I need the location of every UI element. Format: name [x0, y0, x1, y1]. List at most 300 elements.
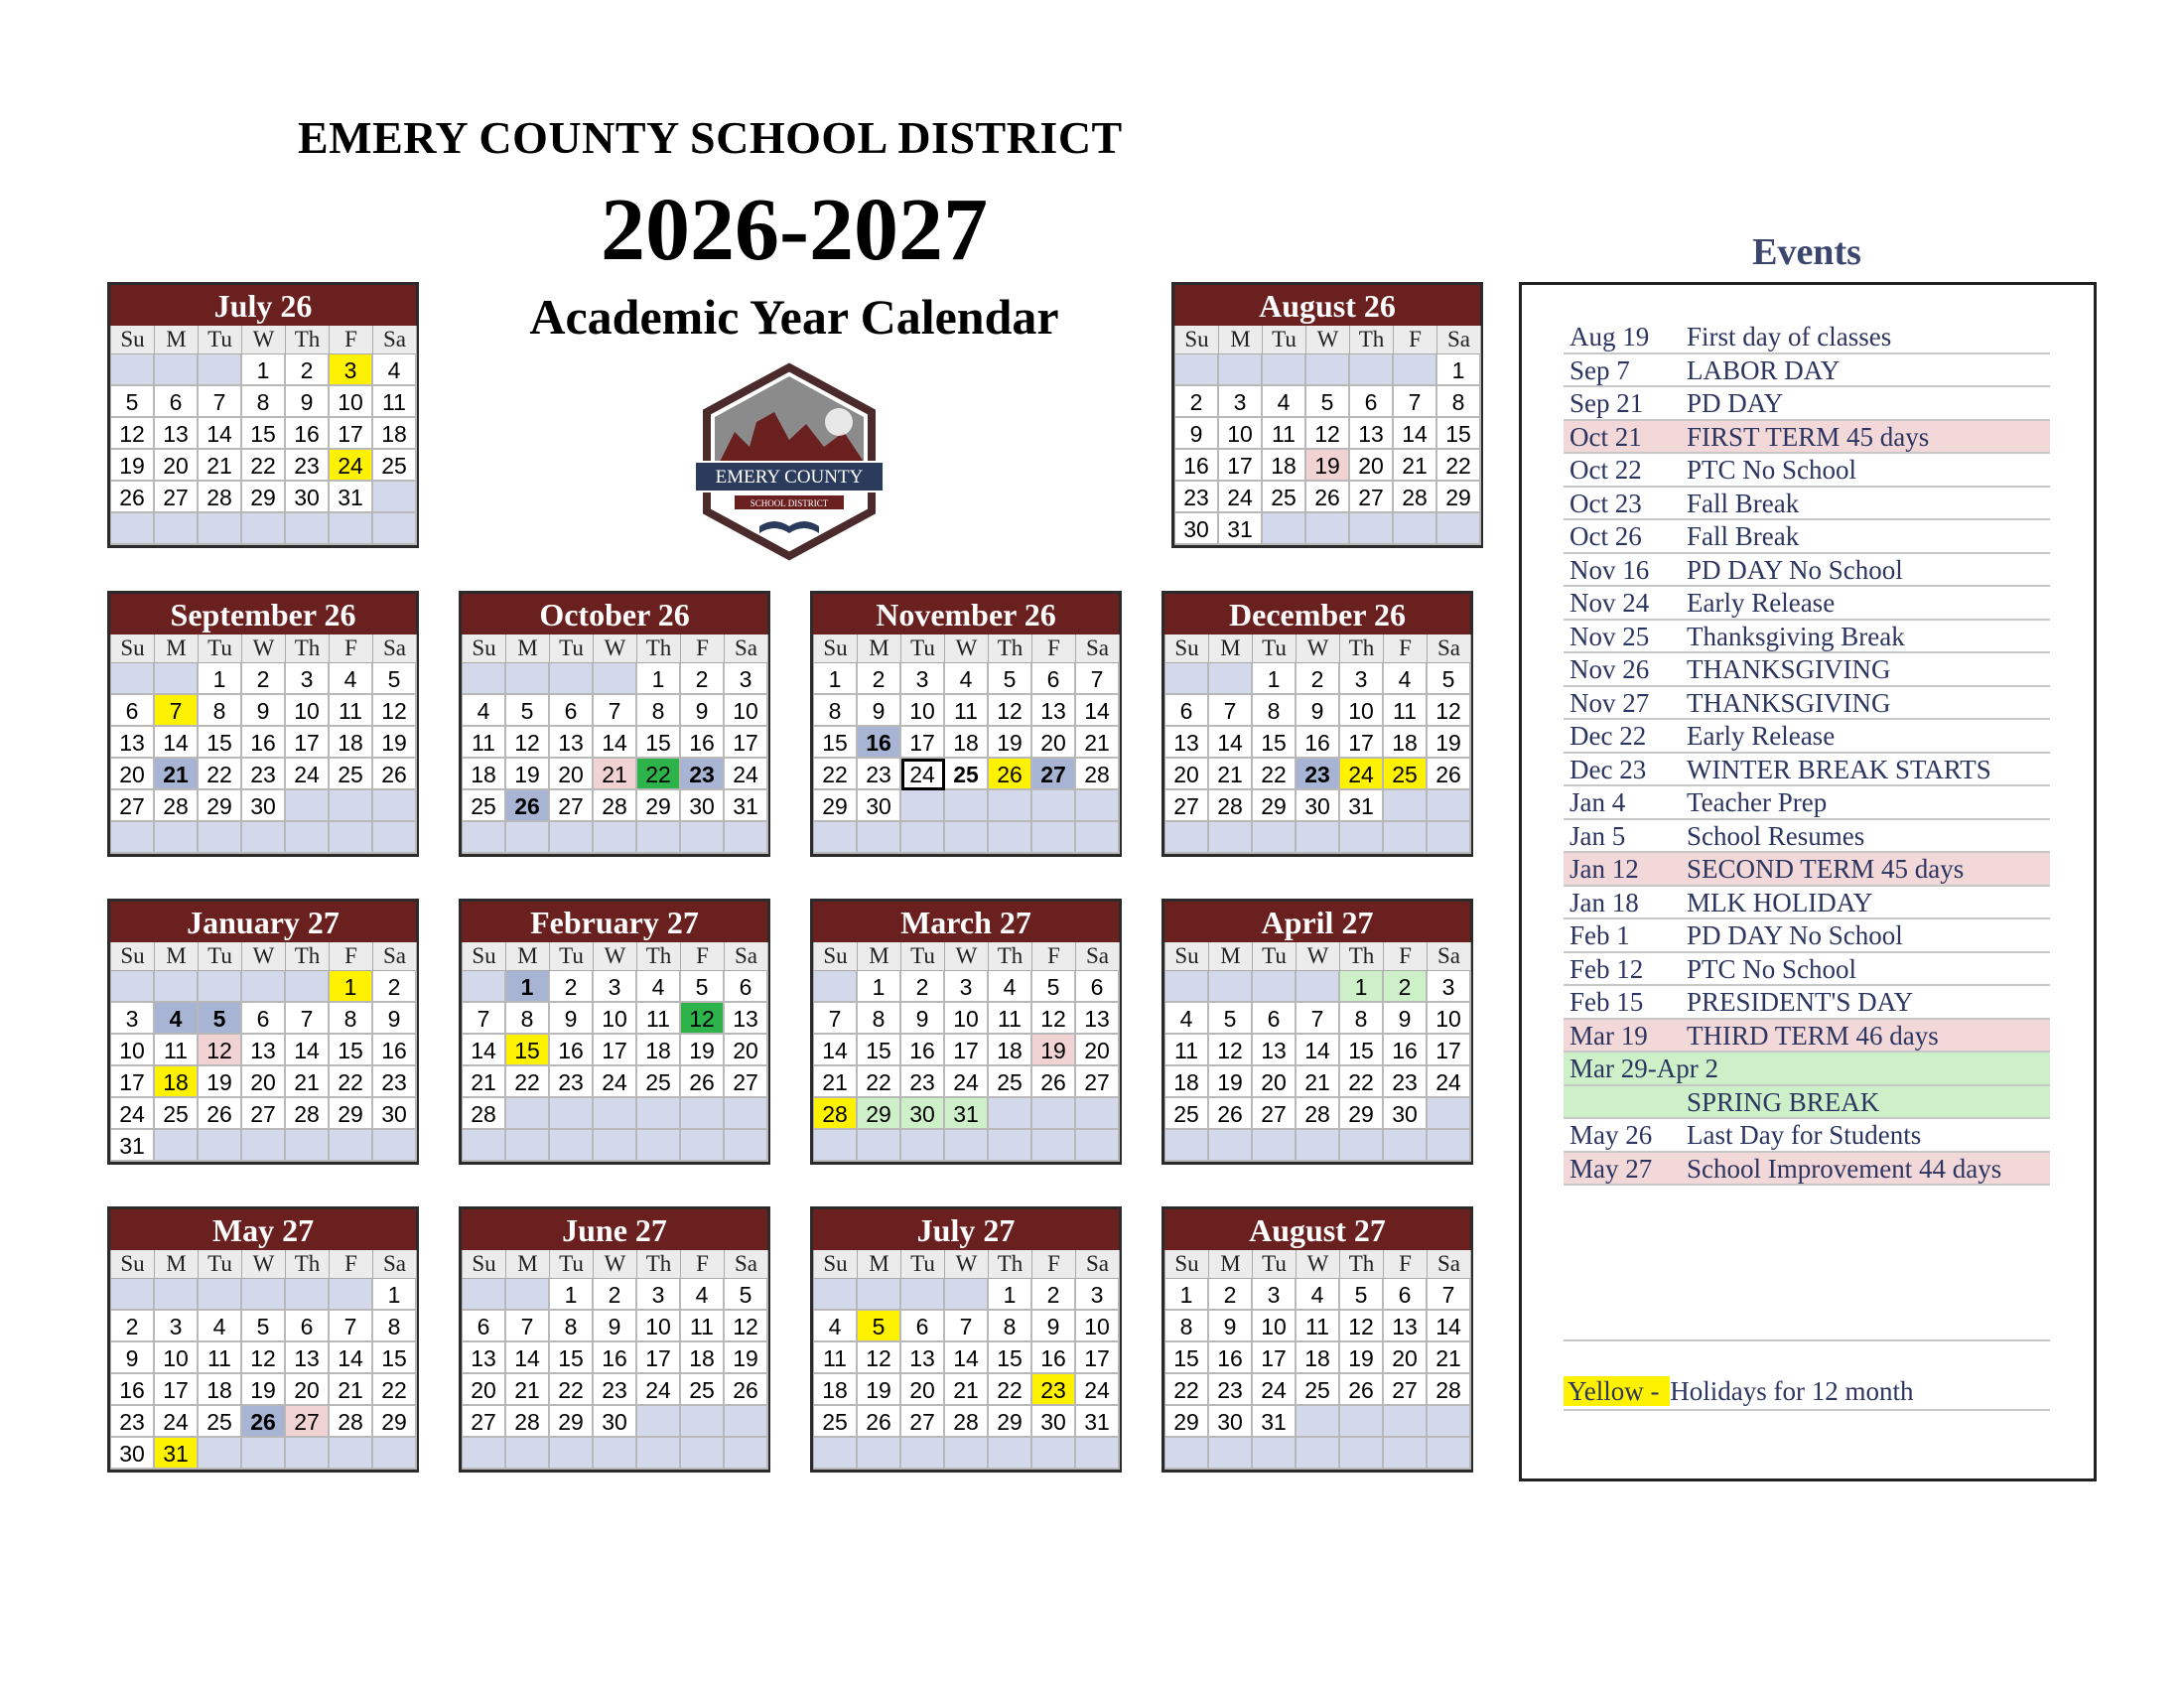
- event-date: Oct 23: [1570, 488, 1642, 518]
- day-cell: 19: [506, 759, 550, 790]
- weekday-header: Su: [1165, 634, 1209, 663]
- day-cell: 6: [242, 1003, 286, 1035]
- day-cell: 4: [989, 971, 1032, 1003]
- day-cell: 21: [155, 759, 199, 790]
- day-cell: 1: [858, 971, 901, 1003]
- event-row: [1564, 621, 2050, 654]
- day-cell: 24: [901, 759, 945, 790]
- day-cell: 24: [945, 1066, 989, 1098]
- month-title: August 26: [1174, 285, 1480, 326]
- day-cell: 14: [814, 1035, 858, 1066]
- day-cell: 15: [1165, 1342, 1209, 1374]
- empty-row: [1564, 1306, 2050, 1341]
- month-calendar: [1161, 1206, 1473, 1473]
- weekday-header: Su: [463, 942, 506, 971]
- day-cell: 25: [1165, 1098, 1209, 1130]
- empty-day-cell: [637, 1406, 681, 1438]
- day-cell: 8: [637, 695, 681, 727]
- empty-day-cell: [901, 822, 945, 854]
- day-cell: 20: [155, 450, 199, 482]
- empty-day-cell: [286, 1438, 330, 1470]
- weekday-header: W: [1297, 634, 1340, 663]
- empty-day-cell: [155, 1130, 199, 1162]
- empty-day-cell: [989, 1098, 1032, 1130]
- day-cell: 8: [1253, 695, 1297, 727]
- event-date: May 26: [1570, 1120, 1653, 1150]
- weekday-header: Sa: [1428, 1250, 1471, 1279]
- day-cell: 14: [330, 1342, 373, 1374]
- weekday-header: Tu: [901, 1250, 945, 1279]
- weekday-header: Sa: [1076, 634, 1120, 663]
- day-cell: 19: [199, 1066, 242, 1098]
- weekday-header: Su: [463, 1250, 506, 1279]
- day-cell: 26: [989, 759, 1032, 790]
- empty-day-cell: [1076, 1130, 1120, 1162]
- month-title: August 27: [1164, 1209, 1470, 1250]
- day-cell: 22: [637, 759, 681, 790]
- empty-day-cell: [901, 1438, 945, 1470]
- day-cell: 28: [1209, 790, 1253, 822]
- day-cell: 16: [550, 1035, 594, 1066]
- event-date: Aug 19: [1570, 322, 1650, 352]
- events-list: [1564, 321, 2050, 1186]
- empty-day-cell: [945, 790, 989, 822]
- day-cell: 23: [901, 1066, 945, 1098]
- event-row: [1564, 754, 2050, 787]
- weekday-header: W: [594, 634, 637, 663]
- weekday-header: W: [1297, 1250, 1340, 1279]
- event-row: [1564, 421, 2050, 455]
- day-cell: 16: [1209, 1342, 1253, 1374]
- empty-day-cell: [199, 822, 242, 854]
- empty-day-cell: [111, 971, 155, 1003]
- weekday-header: Th: [1340, 942, 1384, 971]
- weekday-header: Tu: [550, 942, 594, 971]
- day-cell: 31: [1219, 513, 1263, 545]
- day-cell: 27: [1253, 1098, 1297, 1130]
- weekday-header: F: [330, 942, 373, 971]
- empty-day-cell: [637, 822, 681, 854]
- event-text: WINTER BREAK STARTS: [1687, 754, 1991, 784]
- weekday-header: Tu: [550, 1250, 594, 1279]
- day-cell: 12: [199, 1035, 242, 1066]
- day-cell: 27: [1165, 790, 1209, 822]
- weekday-header: W: [242, 326, 286, 354]
- day-cell: 27: [242, 1098, 286, 1130]
- day-cell: 19: [1428, 727, 1471, 759]
- day-cell: 19: [1340, 1342, 1384, 1374]
- day-cell: 19: [373, 727, 417, 759]
- day-cell: 22: [242, 450, 286, 482]
- event-date: Nov 26: [1570, 654, 1650, 684]
- day-cell: 15: [1340, 1035, 1384, 1066]
- day-cell: 3: [1219, 386, 1263, 418]
- empty-day-cell: [1253, 971, 1297, 1003]
- day-cell: 2: [373, 971, 417, 1003]
- day-cell: 2: [111, 1311, 155, 1342]
- day-cell: 29: [550, 1406, 594, 1438]
- event-row: [1564, 387, 2050, 421]
- event-date: Jan 4: [1570, 787, 1626, 817]
- day-cell: 17: [1219, 450, 1263, 482]
- empty-day-cell: [1032, 822, 1076, 854]
- empty-day-cell: [901, 1279, 945, 1311]
- day-cell: 17: [945, 1035, 989, 1066]
- empty-day-cell: [550, 1438, 594, 1470]
- event-date: Oct 26: [1570, 521, 1642, 551]
- weekday-header: Th: [286, 634, 330, 663]
- day-cell: 22: [1340, 1066, 1384, 1098]
- month-title: December 26: [1164, 594, 1470, 634]
- day-cell: 4: [681, 1279, 725, 1311]
- weekday-header: Th: [989, 1250, 1032, 1279]
- day-cell: 30: [1175, 513, 1219, 545]
- day-cell: 16: [242, 727, 286, 759]
- day-cell: 13: [111, 727, 155, 759]
- day-cell: 2: [1032, 1279, 1076, 1311]
- day-cell: 12: [989, 695, 1032, 727]
- weekday-header: W: [1297, 942, 1340, 971]
- day-cell: 11: [681, 1311, 725, 1342]
- day-cell: 10: [594, 1003, 637, 1035]
- day-cell: 7: [155, 695, 199, 727]
- day-cell: 28: [463, 1098, 506, 1130]
- day-cell: 27: [463, 1406, 506, 1438]
- day-cell: 16: [594, 1342, 637, 1374]
- month-calendar: [810, 899, 1122, 1165]
- day-cell: 8: [989, 1311, 1032, 1342]
- day-cell: 9: [1297, 695, 1340, 727]
- day-cell: 26: [506, 790, 550, 822]
- empty-day-cell: [506, 822, 550, 854]
- day-cell: 30: [1032, 1406, 1076, 1438]
- empty-day-cell: [1384, 790, 1428, 822]
- month-title: July 26: [110, 285, 416, 326]
- day-cell: 24: [1340, 759, 1384, 790]
- day-cell: 11: [373, 386, 417, 418]
- empty-day-cell: [199, 1438, 242, 1470]
- day-cell: 31: [725, 790, 768, 822]
- day-cell: 7: [506, 1311, 550, 1342]
- day-cell: 6: [286, 1311, 330, 1342]
- day-cell: 9: [1032, 1311, 1076, 1342]
- event-text: THIRD TERM 46 days: [1687, 1020, 1939, 1051]
- empty-day-cell: [1394, 354, 1437, 386]
- event-date: Feb 15: [1570, 987, 1644, 1017]
- day-cell: 19: [725, 1342, 768, 1374]
- day-cell: 13: [1350, 418, 1394, 450]
- day-cell: 7: [330, 1311, 373, 1342]
- empty-day-cell: [1253, 822, 1297, 854]
- empty-day-cell: [550, 663, 594, 695]
- weekday-header: Tu: [199, 942, 242, 971]
- day-cell: 13: [1165, 727, 1209, 759]
- day-cell: 12: [373, 695, 417, 727]
- day-cell: 13: [463, 1342, 506, 1374]
- event-text: Thanksgiving Break: [1687, 621, 1905, 651]
- empty-day-cell: [1297, 1130, 1340, 1162]
- month-title: March 27: [813, 902, 1119, 942]
- event-text: THANKSGIVING: [1687, 654, 1891, 684]
- day-cell: 5: [1032, 971, 1076, 1003]
- weekday-header: M: [155, 1250, 199, 1279]
- day-cell: 7: [1076, 663, 1120, 695]
- day-cell: 4: [199, 1311, 242, 1342]
- weekday-header: Sa: [373, 634, 417, 663]
- empty-day-cell: [1253, 1438, 1297, 1470]
- event-text: FIRST TERM 45 days: [1687, 421, 1930, 452]
- month-calendar: [459, 899, 770, 1165]
- weekday-header: Sa: [1428, 634, 1471, 663]
- day-cell: 27: [111, 790, 155, 822]
- day-cell: 22: [373, 1374, 417, 1406]
- event-row: [1564, 820, 2050, 854]
- empty-day-cell: [199, 513, 242, 545]
- day-cell: 24: [725, 759, 768, 790]
- weekday-header: F: [1032, 1250, 1076, 1279]
- weekday-header: M: [155, 634, 199, 663]
- empty-day-cell: [550, 1130, 594, 1162]
- event-row: [1564, 986, 2050, 1020]
- event-row: [1564, 1020, 2050, 1054]
- day-cell: 13: [1384, 1311, 1428, 1342]
- empty-day-cell: [330, 790, 373, 822]
- empty-day-cell: [858, 822, 901, 854]
- day-cell: 29: [637, 790, 681, 822]
- day-cell: 7: [286, 1003, 330, 1035]
- empty-day-cell: [858, 1438, 901, 1470]
- day-cell: 26: [725, 1374, 768, 1406]
- event-date: May 27: [1570, 1153, 1653, 1184]
- legend: [1564, 1375, 2050, 1411]
- day-cell: 10: [637, 1311, 681, 1342]
- day-cell: 22: [550, 1374, 594, 1406]
- day-cell: 14: [199, 418, 242, 450]
- day-cell: 8: [1165, 1311, 1209, 1342]
- day-cell: 25: [989, 1066, 1032, 1098]
- day-cell: 23: [373, 1066, 417, 1098]
- day-cell: 3: [945, 971, 989, 1003]
- day-cell: 1: [373, 1279, 417, 1311]
- weekday-header: Su: [1165, 942, 1209, 971]
- event-row: [1564, 488, 2050, 521]
- weekday-header: F: [1032, 634, 1076, 663]
- empty-day-cell: [1437, 513, 1481, 545]
- calendar-subtitle: Academic Year Calendar: [529, 289, 1059, 345]
- empty-day-cell: [1165, 971, 1209, 1003]
- day-cell: 20: [1384, 1342, 1428, 1374]
- day-cell: 29: [199, 790, 242, 822]
- day-cell: 2: [1209, 1279, 1253, 1311]
- day-cell: 28: [945, 1406, 989, 1438]
- day-cell: 24: [1219, 482, 1263, 513]
- day-cell: 20: [1076, 1035, 1120, 1066]
- day-cell: 16: [1175, 450, 1219, 482]
- event-row: [1564, 919, 2050, 953]
- day-cell: 12: [1306, 418, 1350, 450]
- day-cell: 8: [814, 695, 858, 727]
- day-cell: 30: [242, 790, 286, 822]
- weekday-header: F: [681, 1250, 725, 1279]
- empty-day-cell: [1209, 1438, 1253, 1470]
- day-cell: 26: [858, 1406, 901, 1438]
- day-cell: 1: [506, 971, 550, 1003]
- day-cell: 5: [1340, 1279, 1384, 1311]
- event-date: Feb 12: [1570, 953, 1644, 984]
- day-cell: 16: [681, 727, 725, 759]
- day-cell: 6: [1384, 1279, 1428, 1311]
- day-cell: 15: [814, 727, 858, 759]
- empty-day-cell: [1297, 971, 1340, 1003]
- empty-day-cell: [1209, 971, 1253, 1003]
- empty-day-cell: [373, 1130, 417, 1162]
- event-date: Jan 5: [1570, 820, 1626, 851]
- day-cell: 10: [1340, 695, 1384, 727]
- day-cell: 7: [199, 386, 242, 418]
- day-cell: 14: [1428, 1311, 1471, 1342]
- weekday-header: M: [506, 1250, 550, 1279]
- empty-day-cell: [1428, 1406, 1471, 1438]
- empty-day-cell: [1165, 1438, 1209, 1470]
- weekday-header: F: [1384, 942, 1428, 971]
- day-cell: 10: [725, 695, 768, 727]
- month-title: November 26: [813, 594, 1119, 634]
- empty-day-cell: [1384, 822, 1428, 854]
- day-cell: 4: [945, 663, 989, 695]
- empty-day-cell: [463, 1279, 506, 1311]
- day-cell: 29: [1437, 482, 1481, 513]
- event-text: PRESIDENT'S DAY: [1687, 987, 1914, 1017]
- weekday-header: M: [858, 1250, 901, 1279]
- day-cell: 1: [989, 1279, 1032, 1311]
- day-cell: 14: [463, 1035, 506, 1066]
- event-text: PTC No School: [1687, 455, 1857, 485]
- weekday-header: Th: [286, 942, 330, 971]
- day-cell: 10: [1428, 1003, 1471, 1035]
- empty-day-cell: [989, 1130, 1032, 1162]
- day-cell: 27: [1076, 1066, 1120, 1098]
- day-cell: 30: [1297, 790, 1340, 822]
- day-cell: 8: [242, 386, 286, 418]
- day-cell: 3: [594, 971, 637, 1003]
- day-cell: 11: [1297, 1311, 1340, 1342]
- day-cell: 17: [901, 727, 945, 759]
- empty-day-cell: [286, 513, 330, 545]
- empty-day-cell: [1306, 513, 1350, 545]
- day-cell: 6: [111, 695, 155, 727]
- day-cell: 28: [155, 790, 199, 822]
- day-cell: 13: [1253, 1035, 1297, 1066]
- day-cell: 27: [286, 1406, 330, 1438]
- empty-day-cell: [681, 1098, 725, 1130]
- day-cell: 15: [550, 1342, 594, 1374]
- weekday-header: M: [155, 942, 199, 971]
- empty-day-cell: [945, 822, 989, 854]
- day-cell: 25: [1297, 1374, 1340, 1406]
- month-calendar: [107, 591, 419, 857]
- day-cell: 14: [506, 1342, 550, 1374]
- month-grid: [1164, 942, 1470, 1162]
- day-cell: 15: [1437, 418, 1481, 450]
- day-cell: 14: [594, 727, 637, 759]
- empty-day-cell: [858, 1279, 901, 1311]
- event-text: MLK HOLIDAY: [1687, 887, 1873, 917]
- day-cell: 4: [463, 695, 506, 727]
- day-cell: 8: [506, 1003, 550, 1035]
- empty-day-cell: [814, 971, 858, 1003]
- month-calendar: [459, 591, 770, 857]
- empty-day-cell: [637, 1438, 681, 1470]
- empty-day-cell: [1263, 354, 1306, 386]
- day-cell: 23: [1297, 759, 1340, 790]
- weekday-header: F: [330, 1250, 373, 1279]
- day-cell: 22: [814, 759, 858, 790]
- event-text: First day of classes: [1687, 322, 1892, 352]
- day-cell: 2: [1175, 386, 1219, 418]
- day-cell: 15: [330, 1035, 373, 1066]
- day-cell: 30: [594, 1406, 637, 1438]
- day-cell: 18: [1297, 1342, 1340, 1374]
- day-cell: 15: [989, 1342, 1032, 1374]
- day-cell: 22: [1165, 1374, 1209, 1406]
- day-cell: 26: [373, 759, 417, 790]
- event-row: [1564, 887, 2050, 920]
- day-cell: 13: [155, 418, 199, 450]
- day-cell: 9: [111, 1342, 155, 1374]
- empty-day-cell: [1219, 354, 1263, 386]
- day-cell: 14: [1297, 1035, 1340, 1066]
- event-text: School Improvement 44 days: [1687, 1153, 2002, 1184]
- day-cell: 23: [1384, 1066, 1428, 1098]
- day-cell: 21: [814, 1066, 858, 1098]
- event-text: PD DAY: [1687, 388, 1784, 418]
- day-cell: 11: [330, 695, 373, 727]
- day-cell: 28: [1297, 1098, 1340, 1130]
- weekday-header: Su: [814, 1250, 858, 1279]
- day-cell: 22: [330, 1066, 373, 1098]
- event-date: Oct 21: [1570, 421, 1642, 452]
- event-row: [1564, 720, 2050, 754]
- day-cell: 26: [242, 1406, 286, 1438]
- event-date: Nov 24: [1570, 588, 1650, 618]
- day-cell: 5: [111, 386, 155, 418]
- weekday-header: Tu: [1253, 942, 1297, 971]
- day-cell: 8: [858, 1003, 901, 1035]
- empty-day-cell: [373, 1438, 417, 1470]
- month-grid: [813, 1250, 1119, 1470]
- day-cell: 24: [111, 1098, 155, 1130]
- weekday-header: M: [1219, 326, 1263, 354]
- empty-day-cell: [1340, 1406, 1384, 1438]
- day-cell: 13: [242, 1035, 286, 1066]
- day-cell: 20: [463, 1374, 506, 1406]
- weekday-header: Su: [1165, 1250, 1209, 1279]
- legend-highlight: Yellow -: [1564, 1376, 1670, 1406]
- empty-day-cell: [242, 1130, 286, 1162]
- weekday-header: Su: [111, 634, 155, 663]
- day-cell: 25: [1384, 759, 1428, 790]
- day-cell: 16: [1297, 727, 1340, 759]
- day-cell: 27: [1384, 1374, 1428, 1406]
- day-cell: 6: [1076, 971, 1120, 1003]
- day-cell: 5: [681, 971, 725, 1003]
- day-cell: 2: [681, 663, 725, 695]
- day-cell: 12: [1209, 1035, 1253, 1066]
- event-row: [1564, 454, 2050, 488]
- day-cell: 22: [1437, 450, 1481, 482]
- event-date: Dec 23: [1570, 754, 1647, 784]
- day-cell: 24: [330, 450, 373, 482]
